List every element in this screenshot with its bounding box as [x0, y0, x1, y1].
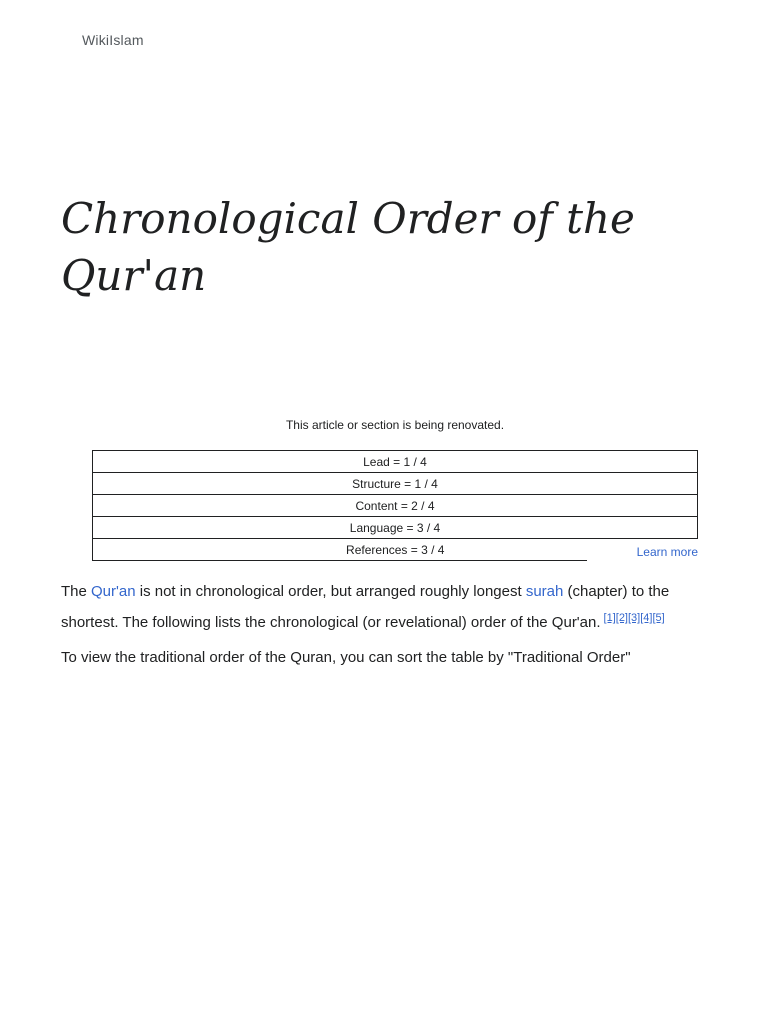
- page-title: Chronological Order of the Qur'an: [61, 194, 635, 300]
- reference-links[interactable]: [1][2][3][4][5]: [603, 612, 665, 624]
- status-row-structure: [93, 473, 698, 495]
- status-cell-label: References = 3 / 4: [346, 542, 445, 557]
- intro-text: The: [61, 583, 92, 600]
- sort-note-paragraph: To view the traditional order of the Quran, you can sort the table by "Traditional Order": [61, 649, 631, 666]
- status-row-content: [93, 495, 698, 517]
- intro-text: is not in chronological order, but arranged roughly longest: [135, 583, 526, 600]
- surah-link[interactable]: surah: [525, 583, 564, 600]
- intro-text: (chapter) to the shortest. The following lists the chronological (or revelational) order of the Qur'an.: [61, 583, 670, 631]
- intro-paragraph: [61, 579, 711, 636]
- status-cell: Structure = 1 / 4: [93, 473, 698, 495]
- renovation-note: This article or section is being renovated.: [285, 418, 505, 432]
- status-cell: Language = 3 / 4: [93, 517, 698, 539]
- status-row-language: [93, 517, 698, 539]
- status-cell: Lead = 1 / 4: [93, 451, 698, 473]
- status-row-lead: [93, 451, 698, 473]
- site-logo[interactable]: WikiIslam: [82, 34, 144, 48]
- learn-more-link[interactable]: Learn more: [636, 545, 698, 559]
- status-cell: Content = 2 / 4: [93, 495, 698, 517]
- quran-link[interactable]: Qur'an: [91, 583, 136, 600]
